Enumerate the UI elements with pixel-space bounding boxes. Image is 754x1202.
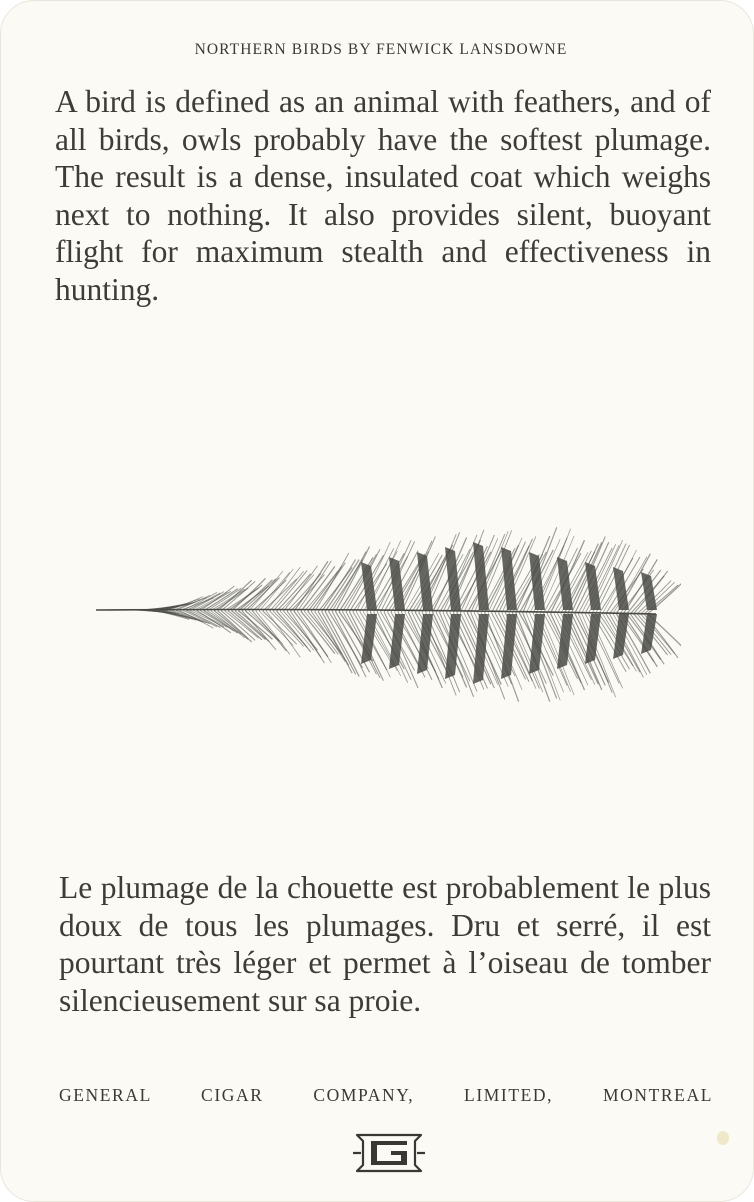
- series-title: NORTHERN BIRDS BY FENWICK LANSDOWNE: [194, 41, 568, 58]
- french-description: Le plumage de la chouette est probablement le plus doux de tous les plumages. Dru et serré, il est pourtant très léger et permet à l’oiseau de tomber silencieusement sur sa proie.: [59, 870, 711, 1018]
- paper-stain: [717, 1131, 729, 1145]
- general-cigar-logo-icon: [349, 1129, 429, 1177]
- english-description: A bird is defined as an animal with feathers, and of all birds, owls probably have the softest plumage. The result is a dense, insulated coat which weighs next to nothing. It also provides silent, buoyant flight for maximum stealth and effectiveness in hunting.: [55, 84, 711, 307]
- owl-feather-illustration: [91, 516, 681, 706]
- publisher-line: GENERAL CIGAR COMPANY, LIMITED, MONTREAL: [59, 1085, 713, 1105]
